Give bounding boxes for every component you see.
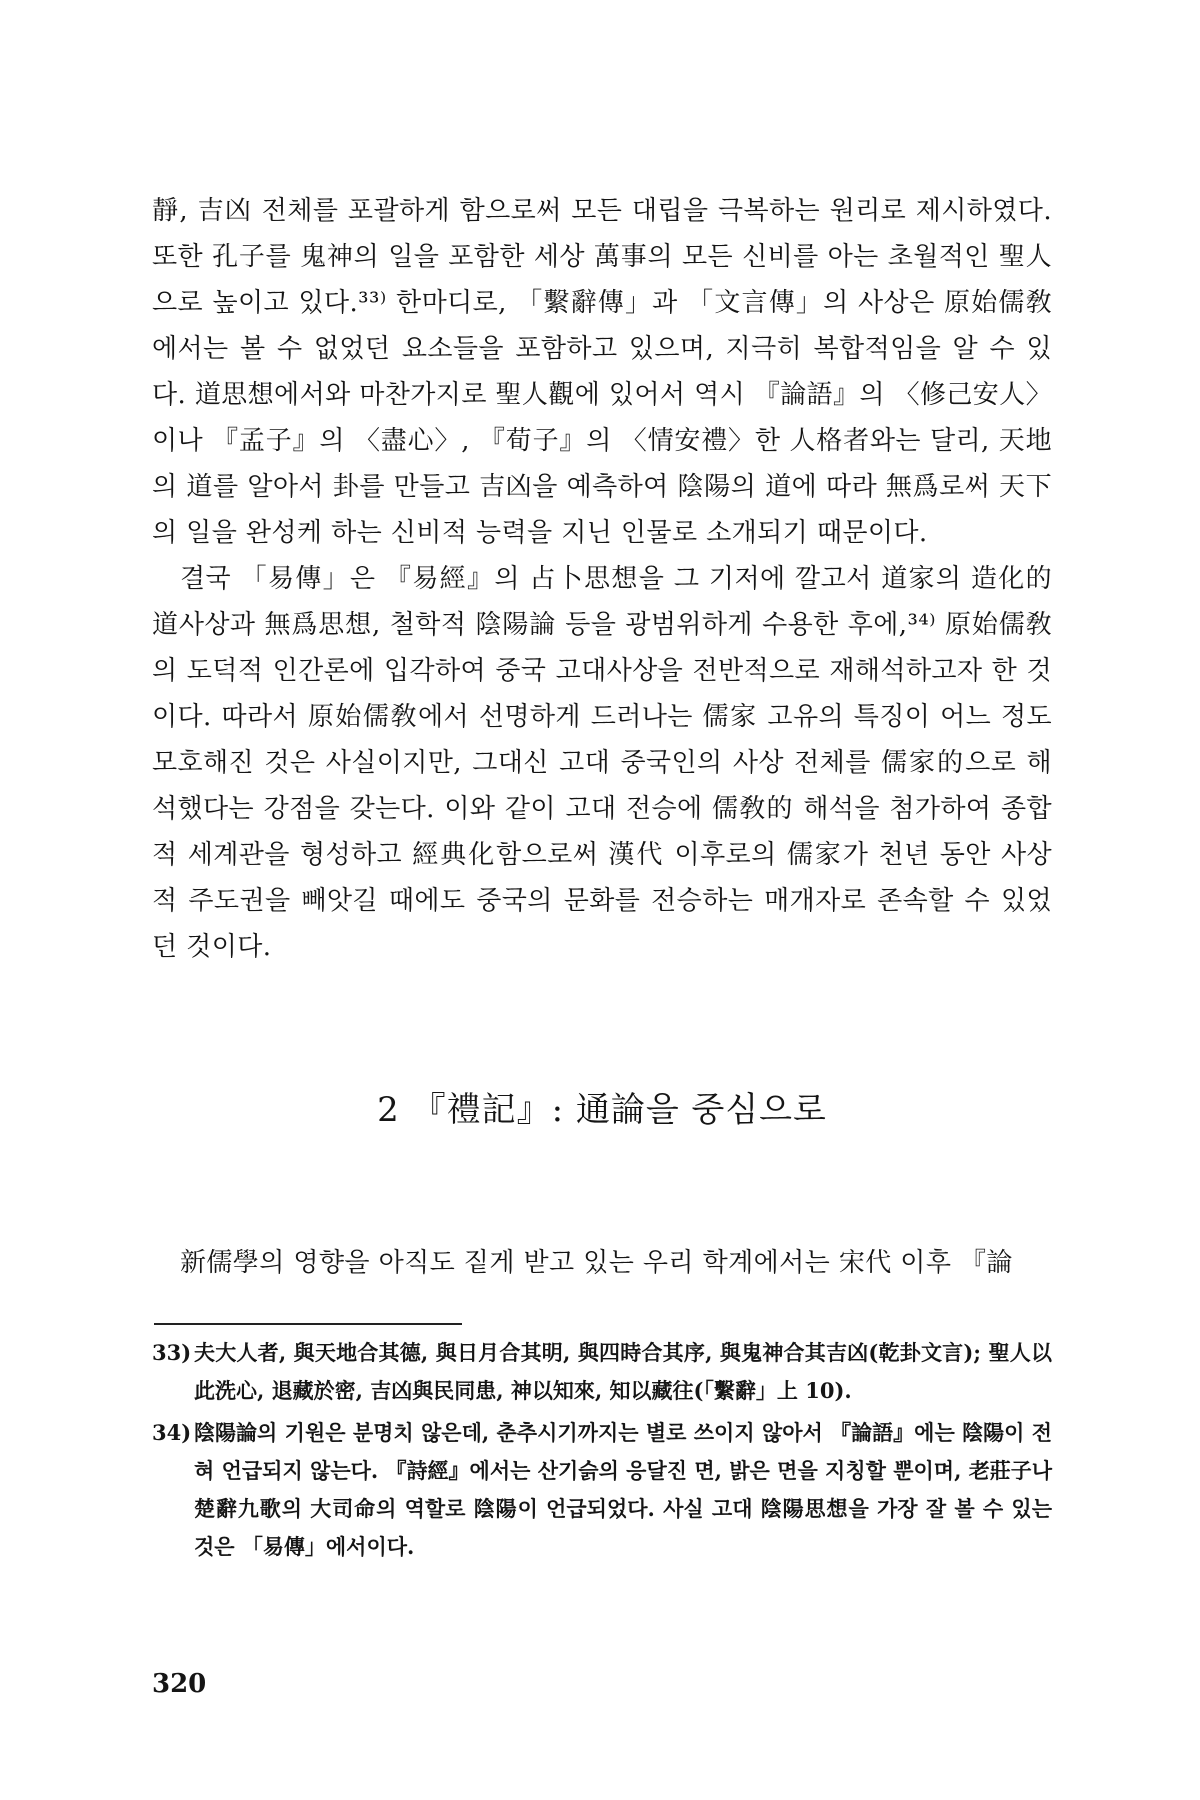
section-heading: 2 『禮記』: 通論을 중심으로	[377, 1090, 827, 1130]
body-paragraph: 靜, 吉凶 전체를 포괄하게 함으로써 모든 대립을 극복하는 원리로 제시하였다. 또한 孔子를 鬼神의 일을 포함한 세상 萬事의 모든 신비를 아는 초월적인 聖人으로 높이고 있다.³³⁾ 한마디로, 「繫辭傳」과 「文言傳」의 사상은 原始儒敎에서는 볼 수 없었던 요소들을 포함하고 있으며, 지극히 복합적임을 알 수 있다. 道思想에서와 마찬가지로 聖人觀에 있어서 역시 『論語』의 〈修己安人〉이나 『孟子』의 〈盡心〉, 『荀子』의 〈情安禮〉한 人格者와는 달리, 天地의 道를 알아서 卦를 만들고 吉凶을 예측하여 陰陽의 道에 따라 無爲로써 天下의 일을 완성케 하는 신비적 능력을 지닌 인물로 소개되기 때문이다.	[152, 196, 1052, 548]
footnote-number: 33)	[152, 1340, 192, 1365]
footnotes	[152, 1334, 1052, 1570]
footnote	[152, 1414, 1052, 1566]
body-paragraph: 결국 「易傳」은 『易經』의 占卜思想을 그 기저에 깔고서 道家의 造化的 道사상과 無爲思想, 철학적 陰陽論 등을 광범위하게 수용한 후에,³⁴⁾ 原始儒敎의 도덕적 인간론에 입각하여 중국 고대사상을 전반적으로 재해석하고자 한 것이다. 따라서 原始儒敎에서 선명하게 드러나는 儒家 고유의 특징이 어느 정도 모호해진 것은 사실이지만, 그대신 고대 중국인의 사상 전체를 儒家的으로 해석했다는 강점을 갖는다. 이와 같이 고대 전승에 儒敎的 해석을 첨가하여 종합적 세계관을 형성하고 經典化함으로써 漢代 이후로의 儒家가 천년 동안 사상적 주도권을 빼앗길 때에도 중국의 문화를 전승하는 매개자로 존속할 수 있었던 것이다.	[152, 564, 1052, 962]
footnote-text: 夫大人者, 與天地合其德, 與日月合其明, 與四時合其序, 與鬼神合其吉凶(乾卦文言); 聖人以此洗心, 退藏於密, 吉凶與民同患, 神以知來, 知以藏往(「繫辭」上 10).	[194, 1340, 1052, 1403]
page-number: 320	[152, 1669, 207, 1699]
footnote-divider	[154, 1323, 462, 1325]
section-lead-paragraph: 新儒學의 영향을 아직도 짙게 받고 있는 우리 학계에서는 宋代 이후 『論	[180, 1248, 1013, 1278]
body-text	[152, 188, 1052, 970]
footnote-number: 34)	[152, 1420, 192, 1445]
footnote-text: 陰陽論의 기원은 분명치 않은데, 춘추시기까지는 별로 쓰이지 않아서 『論語』에는 陰陽이 전혀 언급되지 않는다. 『詩經』에서는 산기슭의 응달진 면, 밝은 면을 지칭할 뿐이며, 老莊子나 楚辭九歌의 大司命의 역할로 陰陽이 언급되었다. 사실 고대 陰陽思想을 가장 잘 볼 수 있는 것은 「易傳」에서이다.	[194, 1420, 1052, 1559]
footnote	[152, 1334, 1052, 1410]
